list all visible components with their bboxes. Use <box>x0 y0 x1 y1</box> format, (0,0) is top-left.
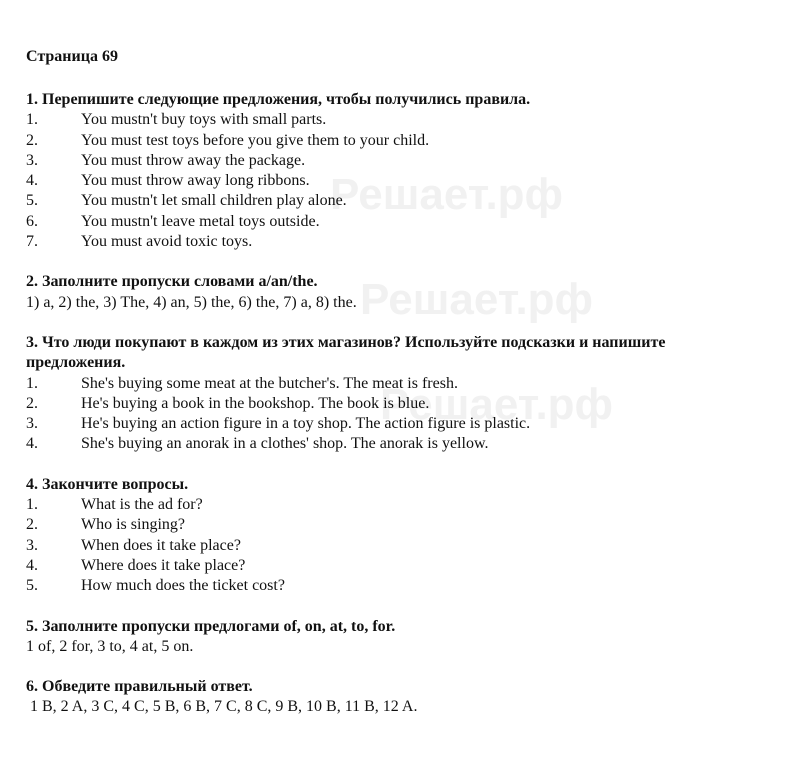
item-text: How much does the ticket cost? <box>81 577 285 595</box>
exercise-3 <box>26 333 786 455</box>
item-number: 1. <box>26 374 38 392</box>
item-number: 6. <box>26 212 38 230</box>
item-number: 3. <box>26 151 38 169</box>
list-item <box>26 434 786 454</box>
list-item <box>26 232 786 252</box>
document-page <box>26 47 786 738</box>
list-item <box>26 414 786 434</box>
list-item <box>26 394 786 414</box>
item-text: You must throw away the package. <box>81 151 306 169</box>
item-number: 5. <box>26 192 38 210</box>
watermark: Решает.рф <box>380 380 614 429</box>
item-text: Where does it take place? <box>81 556 246 574</box>
list-item <box>26 515 786 535</box>
item-number: 3. <box>26 415 38 433</box>
item-text: You mustn't buy toys with small parts. <box>81 111 327 129</box>
list-item <box>26 131 786 151</box>
exercise-5 <box>26 617 786 658</box>
watermark: Решает.рф <box>360 275 594 324</box>
list-item <box>26 171 786 191</box>
exercise-heading: 1. Перепишите следующие предложения, чтобы получились правила. <box>26 91 531 108</box>
item-text: You must throw away long ribbons. <box>81 172 310 190</box>
item-text: She's buying some meat at the butcher's. The meat is fresh. <box>81 374 458 392</box>
exercise-heading: 6. Обведите правильный ответ. <box>26 678 253 696</box>
exercise-heading: 3. Что люди покупают в каждом из этих магазинов? Используйте подсказки и напишите предложения. <box>26 333 666 372</box>
exercise-2 <box>26 272 786 313</box>
item-text: He's buying a book in the bookshop. The book is blue. <box>81 394 430 412</box>
list-item <box>26 151 786 171</box>
list-item <box>26 374 786 394</box>
item-number: 2. <box>26 131 38 149</box>
item-number: 2. <box>26 394 38 412</box>
item-number: 5. <box>26 577 38 595</box>
item-number: 3. <box>26 536 38 554</box>
item-text: You mustn't let small children play alone. <box>81 192 347 210</box>
exercise-heading: 2. Заполните пропуски словами a/an/the. <box>26 273 318 291</box>
exercise-1 <box>26 90 786 252</box>
answer-text: 1) a, 2) the, 3) The, 4) an, 5) the, 6) the, 7) a, 8) the. <box>26 293 357 311</box>
answer-text: 1 of, 2 for, 3 to, 4 at, 5 on. <box>26 637 194 655</box>
item-number: 4. <box>26 435 38 453</box>
item-text: She's buying an anorak in a clothes' shop. The anorak is yellow. <box>81 435 489 453</box>
item-text: You must avoid toxic toys. <box>81 233 253 251</box>
list-item <box>26 212 786 232</box>
exercise-heading: 4. Закончите вопросы. <box>26 475 189 493</box>
item-number: 4. <box>26 556 38 574</box>
page-title: Страница 69 <box>26 48 118 65</box>
item-number: 4. <box>26 172 38 190</box>
list-item <box>26 495 786 515</box>
item-text: What is the ad for? <box>81 496 203 514</box>
item-number: 1. <box>26 111 38 129</box>
item-number: 7. <box>26 233 38 251</box>
exercise-4 <box>26 475 786 597</box>
item-text: He's buying an action figure in a toy shop. The action figure is plastic. <box>81 415 531 433</box>
list-item <box>26 536 786 556</box>
exercise-6 <box>26 677 786 718</box>
answer-text: 1 B, 2 A, 3 C, 4 C, 5 B, 6 B, 7 C, 8 C, 9 B, 10 B, 11 B, 12 A. <box>30 698 418 716</box>
item-text: You mustn't leave metal toys outside. <box>81 212 320 230</box>
item-text: Who is singing? <box>81 516 185 534</box>
list-item <box>26 191 786 211</box>
exercise-heading: 5. Заполните пропуски предлогами of, on, at, to, for. <box>26 617 396 635</box>
list-item <box>26 576 786 596</box>
item-number: 2. <box>26 516 38 534</box>
item-number: 1. <box>26 496 38 514</box>
item-text: You must test toys before you give them to your child. <box>81 131 430 149</box>
item-text: When does it take place? <box>81 536 241 554</box>
list-item <box>26 556 786 576</box>
watermark: Решает.рф <box>330 170 564 219</box>
list-item <box>26 110 786 130</box>
